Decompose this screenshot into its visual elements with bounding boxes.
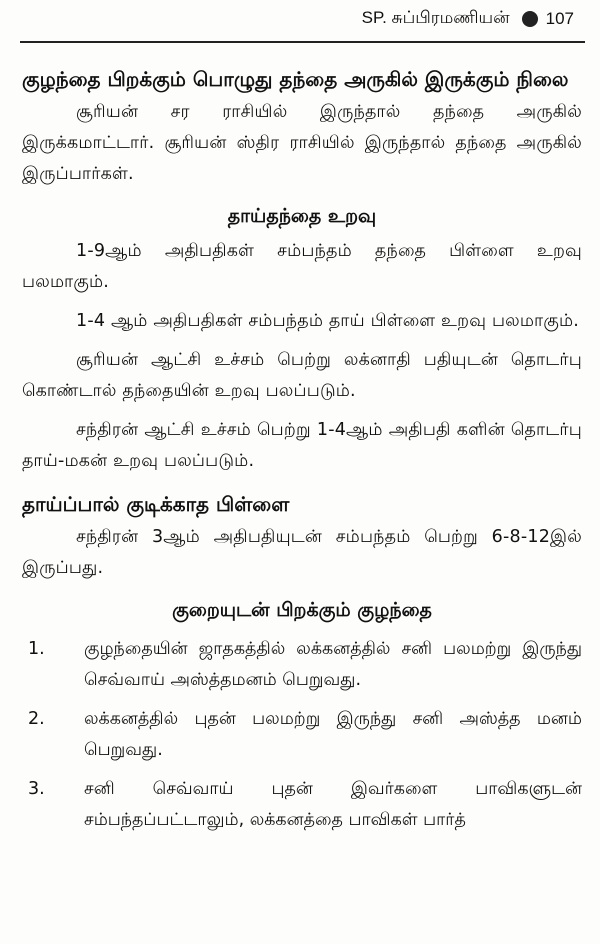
list-item: [22, 774, 582, 836]
paragraph: சந்திரன் 3ஆம் அதிபதியுடன் சம்பந்தம் பெற்று 6-8-12இல் இருப்பது.: [22, 527, 582, 578]
bullet-dot-icon: [522, 11, 538, 27]
list-item-text: குழந்தையின் ஜாதகத்தில் லக்கனத்தில் சனி பலமற்று இருந்து செவ்வாய் அஸ்த்தமனம் பெறுவது.: [84, 639, 582, 690]
list-item-number: 2.: [28, 709, 45, 729]
page-number: 107: [545, 9, 574, 28]
heading-no-breastfeeding: தாய்ப்பால் குடிக்காத பிள்ளை: [22, 492, 290, 516]
paragraph: சூரியன் சர ராசியில் இருந்தால் தந்தை அருகில் இருக்கமாட்டார். சூரியன் ஸ்திர ராசியில் இருந்தால் தந்தை அருகில் இருப்பார்கள்.: [22, 102, 582, 184]
heading-child-with-defect: குறையுடன் பிறக்கும் குழந்தை: [172, 599, 432, 621]
heading-father-near-birth: குழந்தை பிறக்கும் பொழுது தந்தை அருகில் இருக்கும் நிலை: [22, 67, 569, 91]
author-name: SP. சுப்பிரமணியன்: [361, 8, 510, 27]
list-item: [22, 704, 582, 766]
list-item-text: லக்கனத்தில் புதன் பலமற்று இருந்து சனி அஸ்த்த மனம் பெறுவது.: [84, 709, 582, 760]
header-rule: [20, 41, 585, 43]
paragraph: சந்திரன் ஆட்சி உச்சம் பெற்று 1-4ஆம் அதிபதி களின் தொடர்பு தாய்-மகன் உறவு பலப்படும்.: [22, 420, 582, 471]
page-body: [22, 52, 582, 844]
list-item: [22, 634, 582, 696]
paragraph: சூரியன் ஆட்சி உச்சம் பெற்று லக்னாதி பதியுடன் தொடர்பு கொண்டால் தந்தையின் உறவு பலப்படும்.: [22, 350, 582, 401]
list-item-text: சனி செவ்வாய் புதன் இவர்களை பாவிகளுடன் சம்பந்தப்பட்டாலும், லக்கனத்தை பாவிகள் பார்த்: [84, 779, 582, 830]
paragraph: 1-4 ஆம் அதிபதிகள் சம்பந்தம் தாய் பிள்ளை உறவு பலமாகும்.: [76, 311, 580, 331]
list-item-number: 3.: [28, 779, 45, 799]
paragraph: 1-9ஆம் அதிபதிகள் சம்பந்தம் தந்தை பிள்ளை உறவு பலமாகும்.: [22, 241, 582, 292]
numbered-list: [22, 634, 582, 836]
running-header: [362, 8, 574, 30]
list-item-number: 1.: [28, 639, 45, 659]
heading-parent-relationship: தாய்தந்தை உறவு: [227, 205, 377, 227]
